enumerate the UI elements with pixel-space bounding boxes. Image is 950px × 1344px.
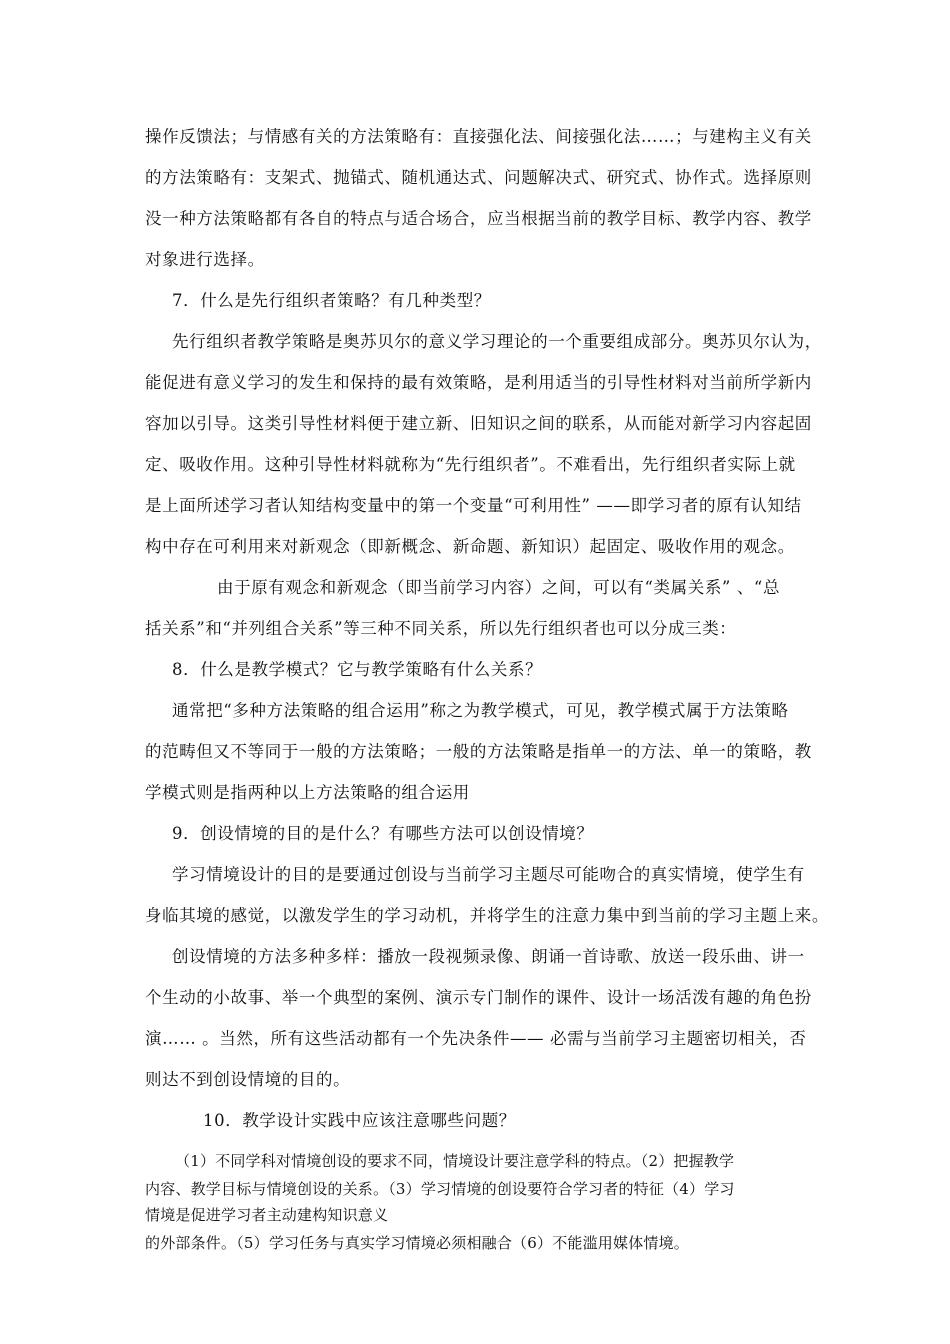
question-heading-8: 8．什么是教学模式？它与教学策略有什么关系？	[172, 660, 543, 679]
text-line: 操作反馈法；与情感有关的方法策略有：直接强化法、间接强化法……；与建构主义有关	[145, 127, 812, 146]
text-line: 的外部条件。（5）学习任务与真实学习情境必须相融合（6）不能滥用媒体情境。	[145, 1234, 689, 1252]
question-heading-7: 7．什么是先行组织者策略？有几种类型？	[172, 291, 491, 310]
text-line: 演…… 。当然，所有这些活动都有一个先决条件—— 必需与当前学习主题密切相关，否	[145, 1029, 807, 1048]
text-line: 情境是促进学习者主动建构知识意义	[145, 1206, 389, 1224]
text-line: 学习情境设计的目的是要通过创设与当前学习主题尽可能吻合的真实情境，使学生有	[172, 865, 805, 884]
question-heading-10: 10．教学设计实践中应该注意哪些问题？	[203, 1111, 516, 1130]
text-line: 学模式则是指两种以上方法策略的组合运用	[145, 783, 470, 802]
text-line: 的方法策略有：支架式、抛锚式、随机通达式、问题解决式、研究式、协作式。选择原则	[145, 168, 812, 187]
text-line: 则达不到创设情境的目的。	[145, 1070, 351, 1089]
text-line: 创设情境的方法多种多样：播放一段视频录像、朗诵一首诗歌、放送一段乐曲、讲一	[172, 947, 805, 966]
text-line: 内容、教学目标与情境创设的关系。（3）学习情境的创设要符合学习者的特征（4）学习	[145, 1180, 735, 1198]
text-line: 由于原有观念和新观念（即当前学习内容）之间，可以有“类属关系” 、“总	[217, 578, 781, 597]
text-line: 是上面所述学习者认知结构变量中的第一个变量“可利用性” ——即学习者的原有认知结	[145, 496, 802, 515]
text-line: 身临其境的感觉，以激发学生的学习动机，并将学生的注意力集中到当前的学习主题上来。	[145, 906, 829, 925]
text-line: 对象进行选择。	[145, 250, 265, 269]
text-line: 定、吸收作用。这种引导性材料就称为“先行组织者”。不难看出，先行组织者实际上就	[145, 455, 796, 474]
text-line: （1）不同学科对情境创设的要求不同，情境设计要注意学科的特点。（2）把握教学	[175, 1152, 735, 1170]
text-line: 先行组织者教学策略是奥苏贝尔的意义学习理论的一个重要组成部分。奥苏贝尔认为，	[172, 332, 822, 351]
text-line: 构中存在可利用来对新观念（即新概念、新命题、新知识）起固定、吸收作用的观念。	[145, 537, 795, 556]
text-line: 容加以引导。这类引导性材料便于建立新、旧知识之间的联系，从而能对新学习内容起固	[145, 414, 812, 433]
text-line: 没一种方法策略都有各自的特点与适合场合，应当根据当前的教学目标、教学内容、教学	[145, 209, 812, 228]
text-line: 括关系”和“并列组合关系”等三种不同关系，所以先行组织者也可以分成三类：	[145, 619, 737, 638]
text-line: 通常把“多种方法策略的组合运用”称之为教学模式，可见，教学模式属于方法策略	[172, 701, 789, 720]
question-heading-9: 9．创设情境的目的是什么？有哪些方法可以创设情境？	[172, 824, 594, 843]
text-line: 个生动的小故事、举一个典型的案例、演示专门制作的课件、设计一场活泼有趣的角色扮	[145, 988, 812, 1007]
text-line: 的范畴但又不等同于一般的方法策略；一般的方法策略是指单一的方法、单一的策略，教	[145, 742, 812, 761]
text-line: 能促进有意义学习的发生和保持的最有效策略，是利用适当的引导性材料对当前所学新内	[145, 373, 812, 392]
